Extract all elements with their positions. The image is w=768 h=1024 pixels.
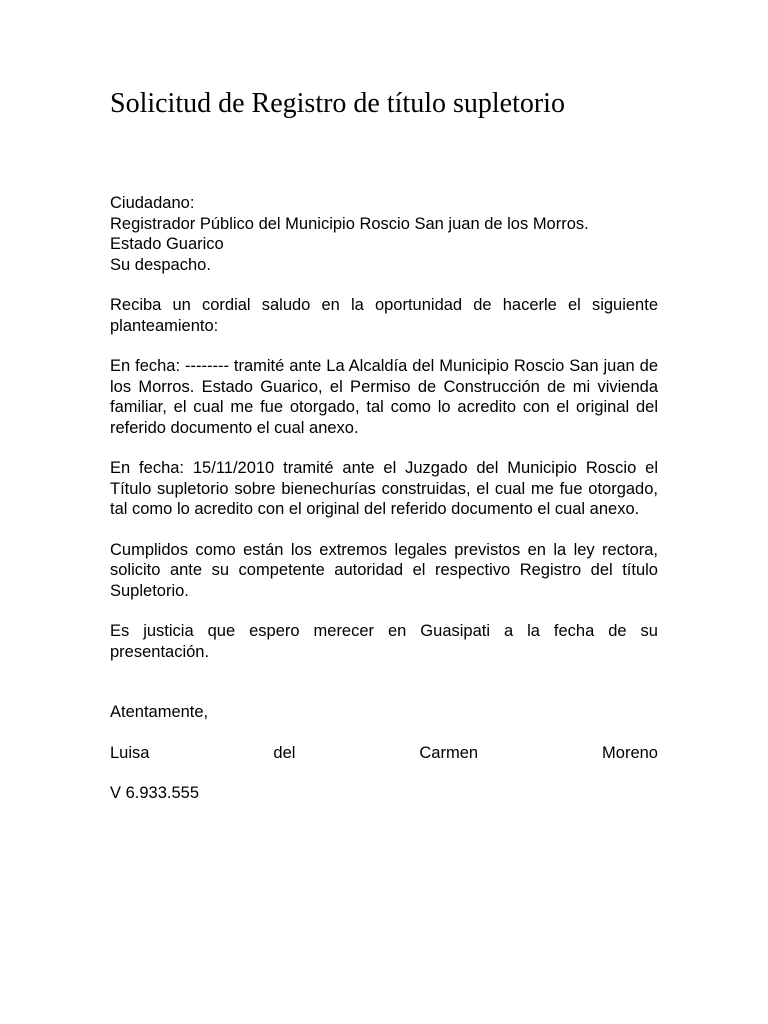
signer-name-word: Luisa xyxy=(110,743,150,762)
document-title: Solicitud de Registro de título supletorio xyxy=(110,88,565,119)
supletory-title-paragraph: En fecha: 15/11/2010 tramité ante el Juzgado del Municipio Roscio el Título supletorio sobre bienechurías construidas, el cual me fue otorgado, tal como lo acredito con el original del referido documento el cual anexo. xyxy=(110,459,658,518)
greeting-paragraph: Reciba un cordial saludo en la oportunidad de hacerle el siguiente planteamiento: xyxy=(110,296,658,335)
signer-name-word: del xyxy=(273,743,296,762)
recipient-address xyxy=(110,193,658,275)
signer-name xyxy=(110,743,658,764)
letter-body xyxy=(110,193,658,804)
construction-permit-paragraph: En fecha: -------- tramité ante La Alcaldía del Municipio Roscio San juan de los Morros. Estado Guarico, el Permiso de Construcción de mi vivienda familiar, el cual me fue otorgado, tal como lo acredito con el original del referido documento el cual anexo. xyxy=(110,357,658,437)
closing-salutation: Atentamente, xyxy=(110,703,209,721)
signer-id: V 6.933.555 xyxy=(110,784,199,802)
address-line: Registrador Público del Municipio Roscio San juan de los Morros. xyxy=(110,214,589,233)
address-line: Estado Guarico xyxy=(110,235,224,253)
address-line: Su despacho. xyxy=(110,255,211,274)
address-line: Ciudadano: xyxy=(110,194,195,212)
signer-name-word: Carmen xyxy=(419,743,479,762)
signer-name-word: Moreno xyxy=(602,743,658,762)
closing-paragraph: Es justicia que espero merecer en Guasipati a la fecha de su presentación. xyxy=(110,622,658,661)
request-paragraph: Cumplidos como están los extremos legales previstos en la ley rectora, solicito ante su competente autoridad el respectivo Registro del título Supletorio. xyxy=(110,540,658,600)
